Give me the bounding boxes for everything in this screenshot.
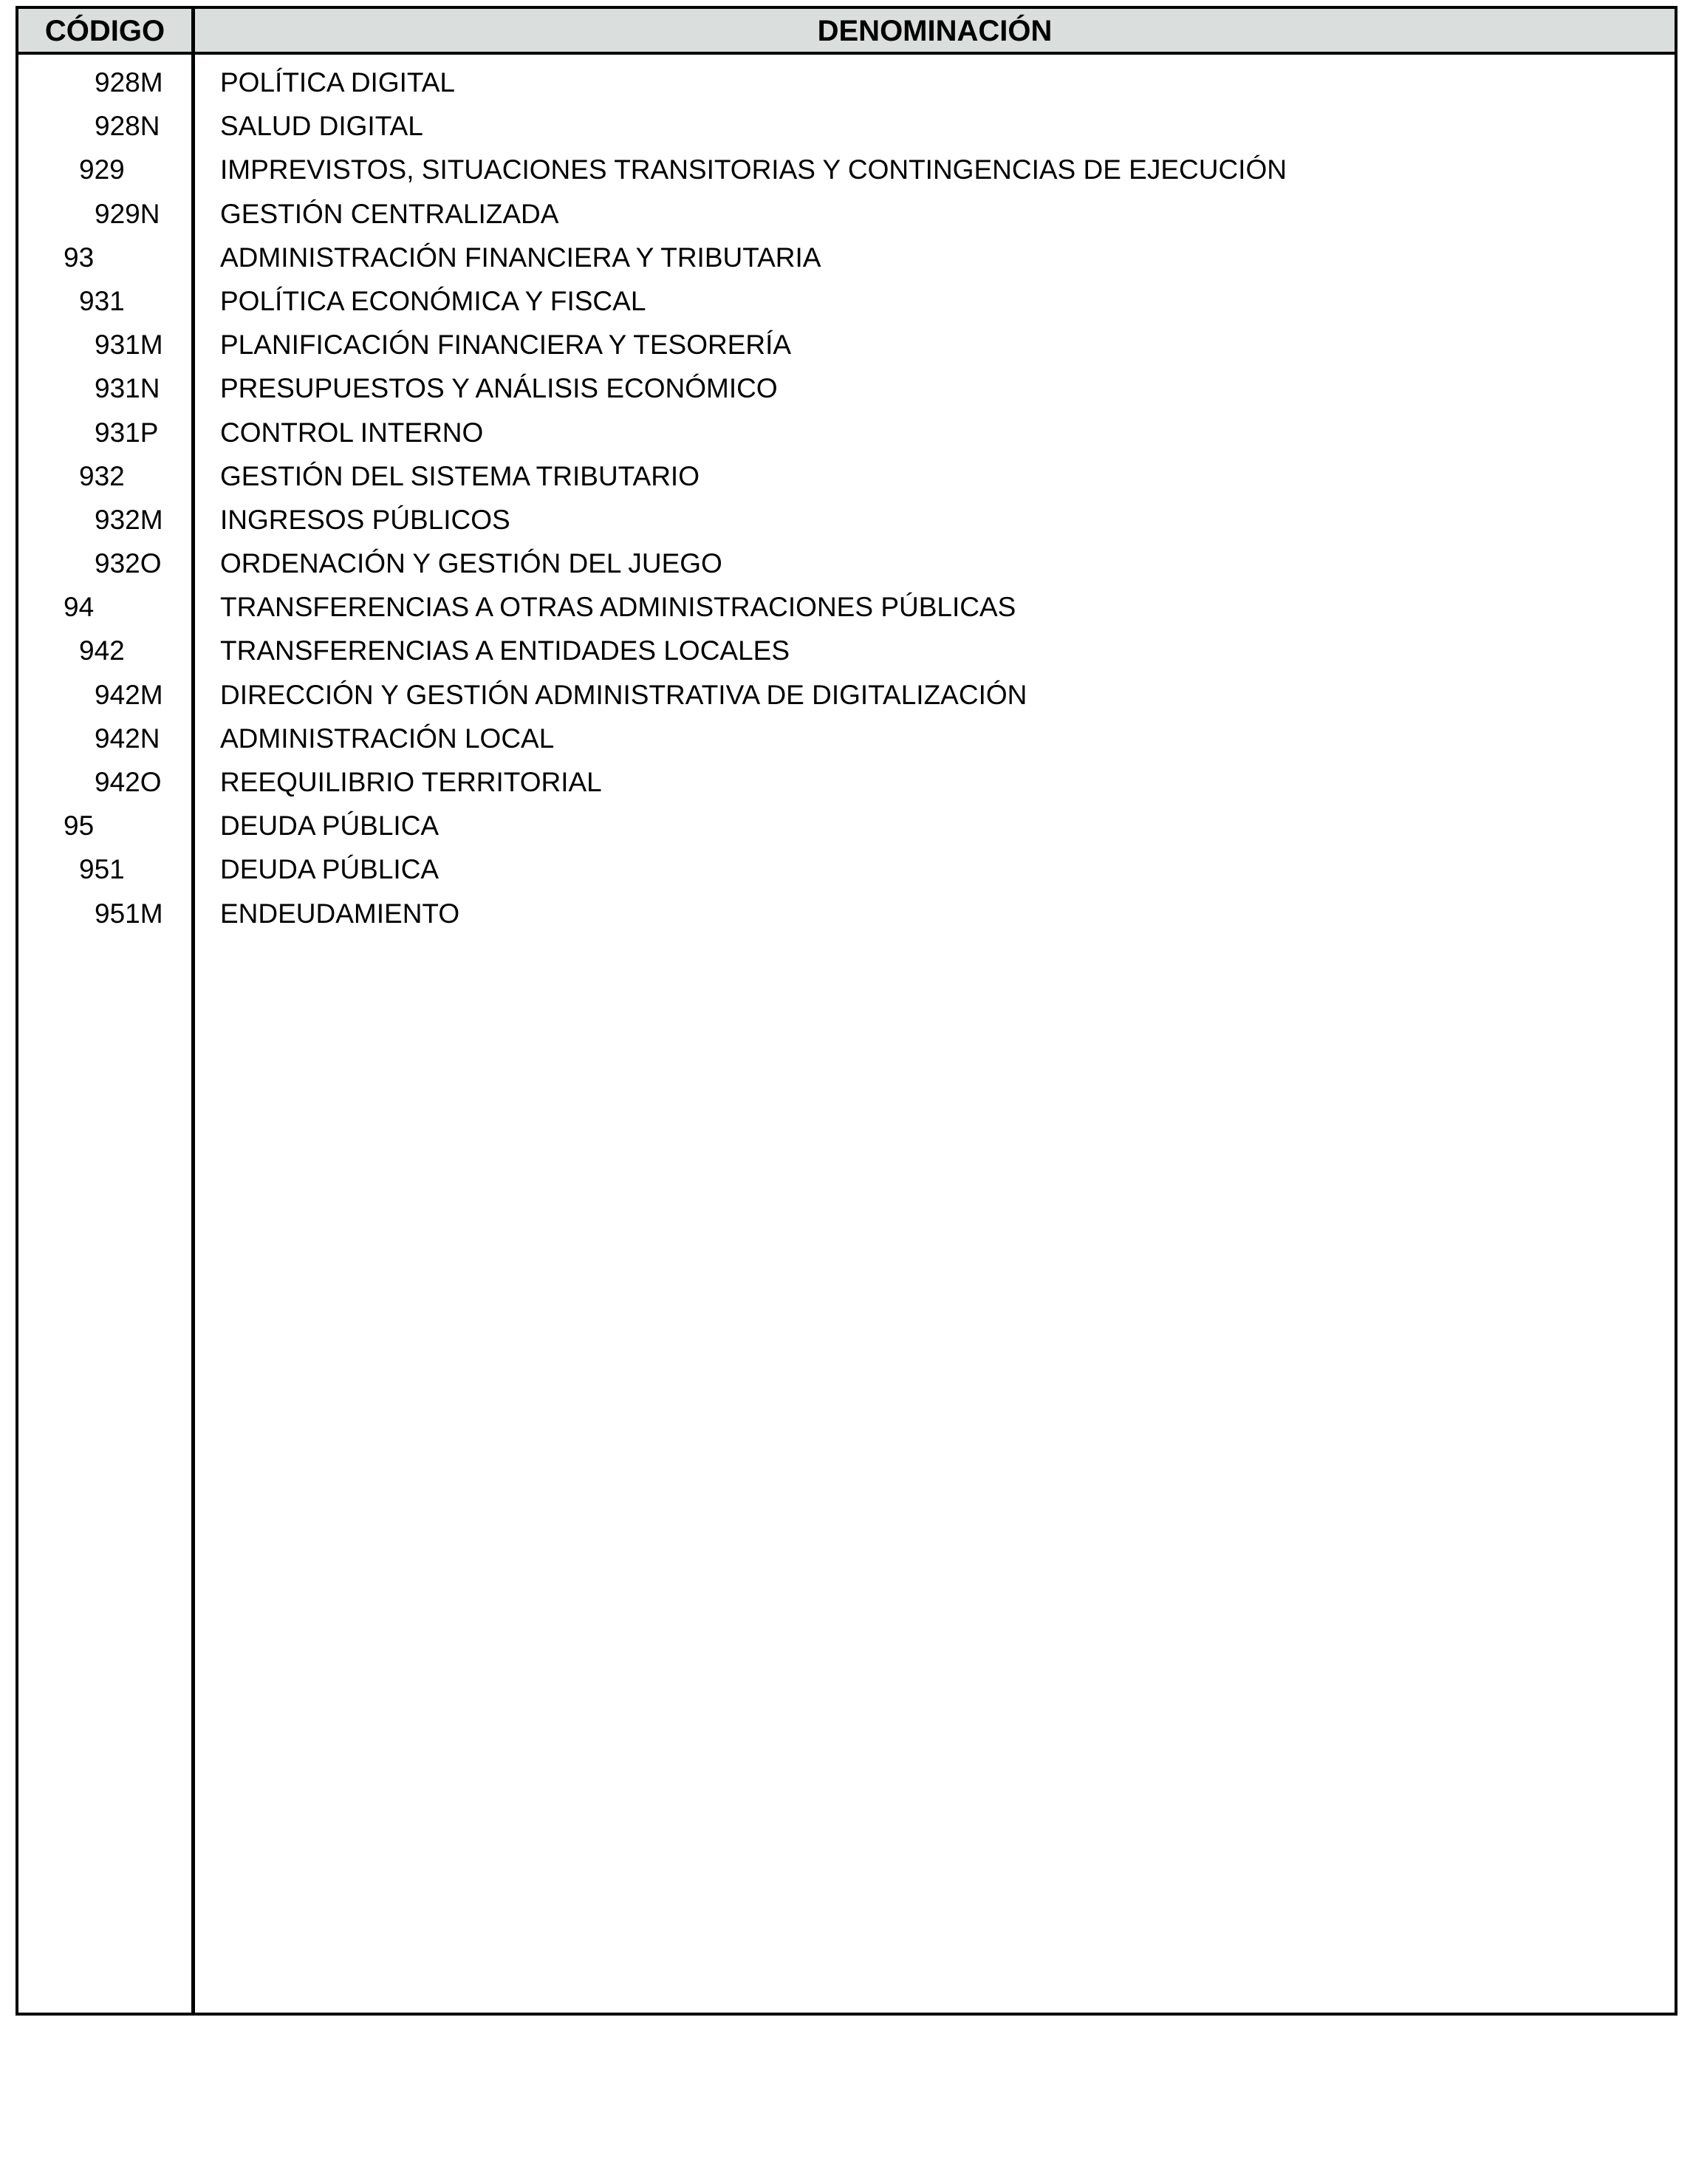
table-row — [18, 55, 1675, 98]
row-name: ADMINISTRACIÓN LOCAL — [220, 723, 555, 754]
row-name: TRANSFERENCIAS A OTRAS ADMINISTRACIONES PÚBLICAS — [220, 592, 1016, 623]
table-row — [18, 142, 1675, 185]
row-code: 932M — [95, 504, 163, 535]
row-code: 951 — [79, 854, 125, 885]
row-name: ORDENACIÓN Y GESTIÓN DEL JUEGO — [220, 548, 722, 579]
row-code: 931P — [95, 417, 159, 448]
table-row — [18, 754, 1675, 798]
row-name: CONTROL INTERNO — [220, 417, 484, 448]
table-row — [18, 536, 1675, 579]
program-code-table — [16, 6, 1677, 2016]
row-code: 931 — [79, 285, 125, 316]
table-row — [18, 798, 1675, 842]
row-name: ADMINISTRACIÓN FINANCIERA Y TRIBUTARIA — [220, 242, 821, 273]
row-name: PRESUPUESTOS Y ANÁLISIS ECONÓMICO — [220, 373, 778, 404]
row-name: DEUDA PÚBLICA — [220, 854, 440, 885]
table-row — [18, 842, 1675, 885]
row-code: 932O — [95, 548, 162, 579]
table-row — [18, 317, 1675, 361]
row-code: 928N — [95, 111, 160, 142]
row-code: 942N — [95, 723, 160, 754]
table-row — [18, 886, 1675, 929]
row-code: 929N — [95, 198, 160, 229]
row-name: PLANIFICACIÓN FINANCIERA Y TESORERÍA — [220, 330, 792, 361]
row-code: 928M — [95, 67, 163, 98]
table-row — [18, 405, 1675, 448]
table-row — [18, 579, 1675, 623]
table-header-row — [18, 9, 1675, 55]
row-code: 95 — [64, 811, 95, 842]
row-code: 94 — [64, 592, 95, 623]
row-code: 942O — [95, 767, 162, 797]
row-name: POLÍTICA ECONÓMICA Y FISCAL — [220, 285, 646, 316]
row-code: 931N — [95, 373, 160, 404]
table-row — [18, 230, 1675, 273]
row-name: SALUD DIGITAL — [220, 111, 423, 142]
row-name: ENDEUDAMIENTO — [220, 898, 460, 929]
table-row — [18, 623, 1675, 666]
header-code: CÓDIGO — [44, 15, 165, 47]
table-row — [18, 667, 1675, 711]
table-row — [18, 98, 1675, 142]
table-row — [18, 361, 1675, 404]
row-code: 93 — [64, 242, 95, 273]
row-code: 942M — [95, 679, 163, 710]
row-name: IMPREVISTOS, SITUACIONES TRANSITORIAS Y CONTINGENCIAS DE EJECUCIÓN — [220, 154, 1287, 185]
table-row — [18, 492, 1675, 536]
row-code: 932 — [79, 460, 125, 491]
row-name: TRANSFERENCIAS A ENTIDADES LOCALES — [220, 635, 790, 666]
header-name: DENOMINACIÓN — [817, 15, 1053, 47]
table-row — [18, 448, 1675, 492]
table-row — [18, 186, 1675, 230]
row-code: 929 — [79, 154, 125, 185]
row-name: POLÍTICA DIGITAL — [220, 67, 456, 98]
row-name: GESTIÓN CENTRALIZADA — [220, 198, 559, 229]
row-code: 931M — [95, 330, 163, 361]
row-code: 942 — [79, 635, 125, 666]
row-name: GESTIÓN DEL SISTEMA TRIBUTARIO — [220, 460, 700, 491]
row-name: DEUDA PÚBLICA — [220, 811, 440, 842]
table-row — [18, 273, 1675, 317]
row-name: INGRESOS PÚBLICOS — [220, 504, 510, 535]
row-code: 951M — [95, 898, 163, 929]
row-name: REEQUILIBRIO TERRITORIAL — [220, 767, 602, 797]
row-name: DIRECCIÓN Y GESTIÓN ADMINISTRATIVA DE DIGITALIZACIÓN — [220, 679, 1027, 710]
table-body — [18, 55, 1675, 929]
table-row — [18, 711, 1675, 754]
